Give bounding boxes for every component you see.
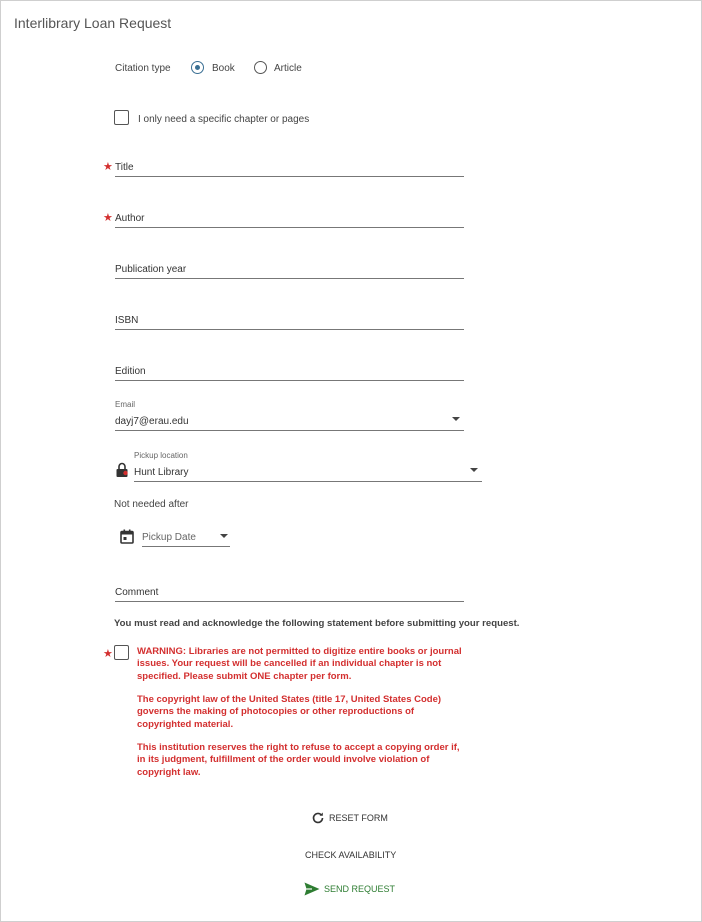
copyright-paragraph: The copyright law of the United States (title 17, United States Code) governs the making of photocopies or other reproductions of copyrighted material. <box>137 694 442 730</box>
pickup-date-placeholder: Pickup Date <box>142 532 196 543</box>
acknowledge-heading: You must read and acknowledge the following statement before submitting your request. <box>114 618 520 629</box>
pickup-date-input[interactable] <box>142 528 230 547</box>
lock-icon <box>115 462 129 483</box>
reset-form-button[interactable] <box>311 811 388 825</box>
radio-article[interactable] <box>254 61 267 74</box>
chapter-checkbox[interactable] <box>114 110 129 125</box>
send-request-label: SEND REQUEST <box>324 884 396 894</box>
warning-paragraph: WARNING: Libraries are not permitted to digitize entire books or journal issues. Your request will be cancelled if an individual chapter is not specified. Please submit ONE chapter per form. <box>137 646 462 682</box>
acknowledge-checkbox[interactable] <box>114 645 129 660</box>
isbn-placeholder: ISBN <box>115 315 139 326</box>
chevron-down-icon <box>452 417 460 421</box>
pickup-location-label: Pickup location <box>134 451 188 460</box>
email-select[interactable] <box>115 412 464 431</box>
required-star-acknowledge: ★ <box>103 648 113 660</box>
title-placeholder: Title <box>115 162 134 173</box>
publication-year-input[interactable] <box>115 260 464 279</box>
pickup-location-value: Hunt Library <box>134 467 189 478</box>
radio-book-label[interactable]: Book <box>212 63 235 74</box>
send-icon <box>304 882 320 896</box>
email-label: Email <box>115 400 136 409</box>
send-request-button[interactable] <box>304 882 395 896</box>
reset-form-label: RESET FORM <box>329 813 388 823</box>
refresh-icon <box>311 811 325 825</box>
required-star-author: ★ <box>103 212 113 224</box>
title-input[interactable] <box>115 158 464 177</box>
comment-placeholder: Comment <box>115 587 159 598</box>
comment-input[interactable] <box>115 583 464 602</box>
chapter-checkbox-label: I only need a specific chapter or pages <box>138 114 310 125</box>
institution-paragraph: This institution reserves the right to refuse to accept a copying order if, in its judgment, fulfillment of the order would involve violation of copyright law. <box>137 742 460 778</box>
required-star-title: ★ <box>103 161 113 173</box>
chevron-down-icon <box>470 468 478 472</box>
email-value: dayj7@erau.edu <box>115 416 189 427</box>
pickup-location-select[interactable] <box>134 463 482 482</box>
chevron-down-icon <box>220 534 228 538</box>
radio-book[interactable] <box>191 61 204 74</box>
edition-input[interactable] <box>115 362 464 381</box>
page-title: Interlibrary Loan Request <box>14 15 172 31</box>
check-availability-button[interactable]: CHECK AVAILABILITY <box>305 850 397 860</box>
radio-article-label[interactable]: Article <box>274 63 302 74</box>
edition-placeholder: Edition <box>115 366 146 377</box>
citation-type-label: Citation type <box>115 63 171 74</box>
isbn-input[interactable] <box>115 311 464 330</box>
calendar-icon[interactable] <box>120 529 134 549</box>
not-needed-label: Not needed after <box>114 499 189 510</box>
publication-year-placeholder: Publication year <box>115 264 187 275</box>
author-input[interactable] <box>115 209 464 228</box>
author-placeholder: Author <box>115 213 145 224</box>
